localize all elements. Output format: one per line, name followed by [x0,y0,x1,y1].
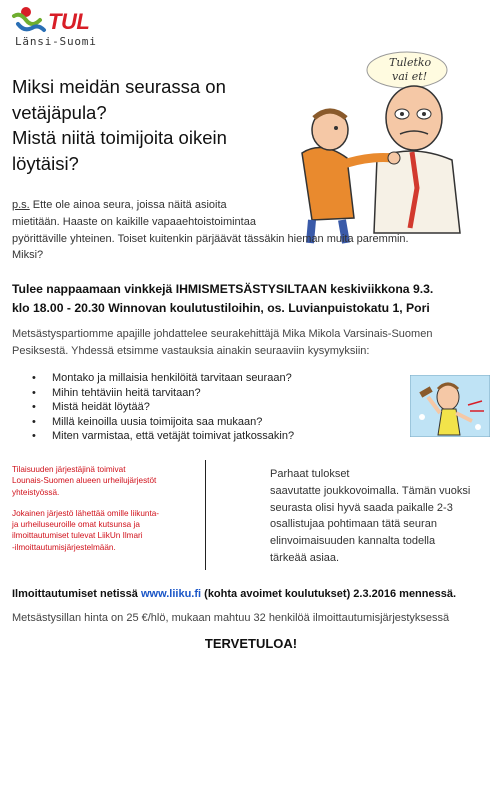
page-title [12,74,292,176]
ps-line: Ette ole ainoa seura, joissa näitä asioita [29,199,227,211]
organizers-line: ja urheiluseuroille omat kutsunsa ja [12,520,140,530]
ps-line: pyörittäville yhteinen. Toiset kuitenkin pärjäävät tässäkin hieman muita paremmin. [12,232,409,245]
logo-region: Länsi-Suomi [15,35,97,48]
vertical-divider [205,460,206,570]
organizers-line: yhteistyössä. [12,487,60,497]
ps-line: mietitään. Haaste on kaikille vapaaehtoistoimintaa [12,215,256,228]
title-line: löytäisi? [12,152,79,174]
organizers-line: Tilaisuuden järjestäjinä toimivat [12,465,126,474]
speech-line-1: Tuletko [389,56,432,69]
price-info: Metsästysillan hinta on 25 €/hlö, mukaan mahtuu 32 henkilöä ilmoittautumisjärjestyksessä [12,612,450,624]
organizers-note [12,464,192,563]
quote-line: tärkeää asiaa. [270,551,340,564]
organizers-line: ilmoittautumiset tulevat LiikUn Ilmari [12,531,143,541]
registration-link[interactable]: www.liiku.fi [140,588,202,600]
event-headline [12,280,498,317]
intro-paragraph [12,326,492,359]
quote-line: seurasta olisi hyvä saada paikalle 2-3 [270,501,453,514]
headline-line: Tulee nappaamaan vinkkejä IHMISMETSÄSTYSILTAAN keskiviikkona 9.3. [12,282,434,296]
intro-line: Pesiksestä. Yhdessä etsimme vastauksia ainakin seuraaviin kysymyksiin: [12,344,370,357]
list-item: • Millä keinoilla uusia toimijoita saa mukaan? [30,415,370,430]
ps-prefix: p.s. [12,199,30,211]
registration-before: Ilmoittautumiset netissä [12,588,141,600]
list-item: • Miten varmistaa, että vetäjät toimivat jatkossakin? [30,429,370,444]
quote-line: Parhaat tulokset [270,468,350,480]
logo-brand: TUL [48,9,90,34]
quote-line: elinvoimaisuuden kannalta todella [270,535,436,548]
organizers-line: -ilmoittautumisjärjestelmään. [12,542,116,552]
quote-line: saavutatte joukkovoimalla. Tämän vuoksi [270,484,471,497]
intro-line: Metsästyspartiomme apajille johdattelee seurakehittäjä Mika Mikola Varsinais-Suomen [12,328,433,340]
organizers-line: Jokainen järjestö lähettää omille liikunta- [12,508,159,518]
tul-emblem-icon [10,6,48,36]
list-item: • Mistä heidät löytää? [30,400,370,415]
participation-note [270,466,492,567]
questions-list [30,371,370,444]
ps-paragraph [12,197,487,264]
tul-logo [10,6,130,50]
registration-info [12,586,498,602]
title-line: Miksi meidän seurassa on [12,76,226,97]
registration-after: (kohta avoimet koulutukset) 2.3.2016 mennessä. [201,588,457,600]
organizers-line: Lounais-Suomen alueen urheilujärjestöt [12,476,157,486]
ps-line: Miksi? [12,249,44,262]
title-line: Mistä niitä toimijoita oikein [12,127,227,148]
list-item: • Mihin tehtäviin heitä tarvitaan? [30,386,370,401]
quote-line: osallistujaa pohtimaan tätä seuran [270,518,437,531]
welcome-text: TERVETULOA! [204,636,298,651]
headline-line: klo 18.00 - 20.30 Winnovan koulutustiloihin, os. Luvianpuistokatu 1, Pori [12,300,430,315]
cartoon-auctioneer-illustration [410,375,490,437]
title-line: vetäjäpula? [12,101,107,123]
list-item: • Montako ja millaisia henkilöitä tarvitaan seuraan? [30,371,370,386]
speech-line-2: vai et! [392,70,428,83]
